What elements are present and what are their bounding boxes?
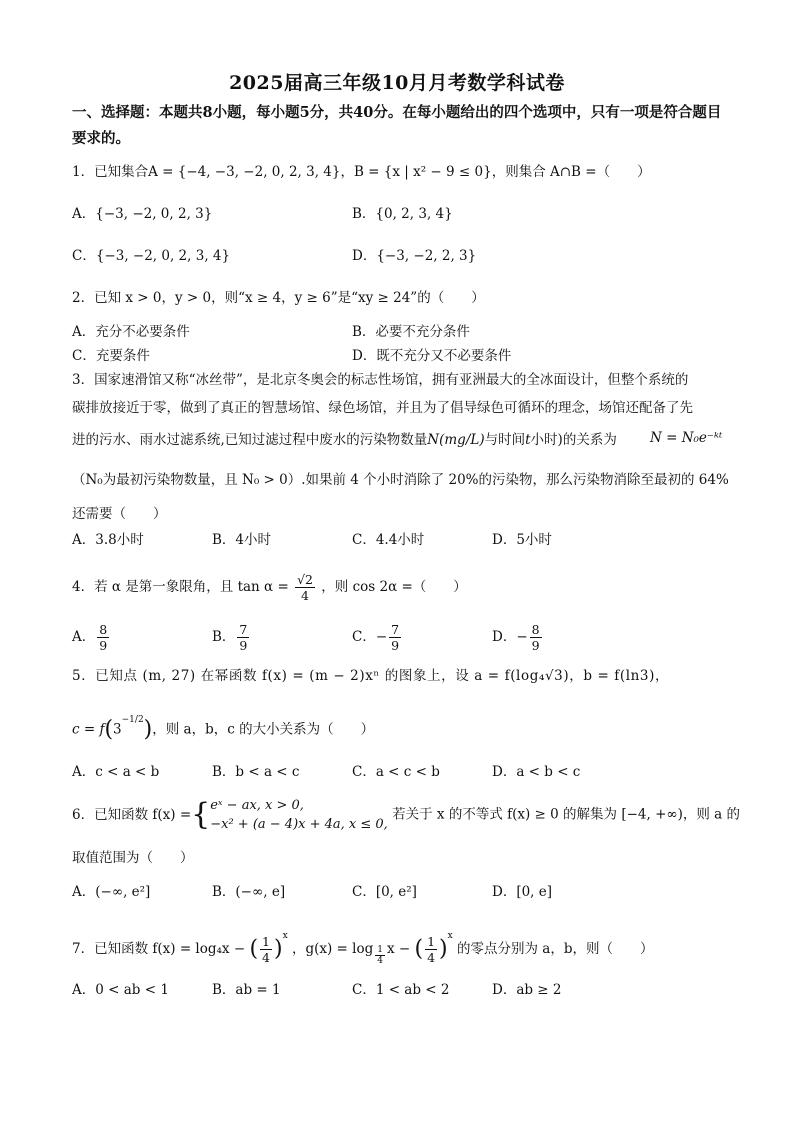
q7-option-b: B．ab = 1 bbox=[212, 982, 281, 998]
question-1-stem bbox=[72, 162, 651, 182]
q3-line-3e: 小时)的关系为 bbox=[530, 432, 617, 448]
q3-line-5: 还需要（ ） bbox=[72, 506, 167, 522]
q7-frac-1 bbox=[260, 934, 272, 965]
q3-line-3 bbox=[72, 430, 617, 450]
q4-d-num: 8 bbox=[531, 622, 540, 637]
q4-frac-den: 4 bbox=[301, 588, 309, 603]
q4-a-num: 8 bbox=[99, 622, 108, 637]
q7-paren-1-open: ( bbox=[249, 936, 259, 962]
q4-tan-fraction bbox=[295, 572, 315, 603]
q6-cases bbox=[210, 796, 388, 834]
q5-exponent: −1/2 bbox=[121, 715, 144, 725]
q7-frac-2-num: 1 bbox=[427, 934, 436, 949]
q7-log-base-den: 4 bbox=[377, 956, 383, 966]
q4-frac-num: √2 bbox=[297, 572, 313, 587]
q7-frac-2-den: 4 bbox=[427, 950, 436, 965]
q4-option-a bbox=[72, 622, 111, 653]
q7-option-d: D．ab ≥ 2 bbox=[492, 982, 562, 998]
q1-stem-a: 1．已知集合 bbox=[72, 164, 149, 180]
q6-option-b: B．(−∞, e] bbox=[212, 884, 286, 900]
q1-comma: ， bbox=[340, 164, 354, 180]
q4-c-num: 7 bbox=[391, 622, 400, 637]
q7-exp-2: x bbox=[447, 930, 453, 941]
q3-option-c: C．4.4小时 bbox=[352, 532, 425, 548]
q5-option-c: C．a < c < b bbox=[352, 764, 440, 780]
q1-option-b: B．{0, 2, 3, 4} bbox=[352, 206, 453, 222]
q6-line-2: 取值范围为（ ） bbox=[72, 850, 194, 866]
q5-paren-open: ( bbox=[104, 717, 114, 742]
q5-option-a: A．c < a < b bbox=[72, 764, 160, 780]
q6-stem-b: 若关于 x 的不等式 f(x) ≥ 0 的解集为 [−4, +∞)，则 a 的 bbox=[392, 806, 741, 823]
q1-set-a: A = {−4, −3, −2, 0, 2, 3, 4} bbox=[148, 164, 341, 180]
q4-a-frac bbox=[97, 622, 109, 653]
q7-paren-2-close: ) bbox=[439, 936, 448, 962]
q4-b-frac bbox=[237, 622, 249, 653]
q4-stem-b: ，则 cos 2α =（ ） bbox=[321, 579, 467, 595]
q4-d-frac bbox=[530, 622, 542, 653]
q3-line-3c: 与时间 bbox=[484, 432, 526, 448]
q4-c-label: C．− bbox=[352, 629, 388, 645]
q7-frac-1-den: 4 bbox=[262, 950, 270, 965]
q3-formula bbox=[650, 428, 722, 448]
q7-stem-d: 的零点分别为 a，b，则（ ） bbox=[457, 941, 654, 957]
q5-line-2c: ，则 a，b，c 的大小关系为（ ） bbox=[152, 721, 375, 738]
q5-paren-close: ) bbox=[143, 717, 153, 742]
q4-option-c bbox=[352, 622, 403, 653]
q2-option-b: B．必要不充分条件 bbox=[352, 324, 470, 340]
q7-paren-2-open: ( bbox=[414, 936, 424, 962]
q3-t-var: t bbox=[525, 432, 531, 448]
q3-line-1: 3．国家速滑馆又称“冰丝带”，是北京冬奥会的标志性场馆，拥有亚洲最大的全冰面设计，但整个系统的 bbox=[72, 372, 689, 388]
q6-option-a: A．(−∞, e²] bbox=[72, 884, 151, 900]
q4-d-label: D．− bbox=[492, 629, 528, 645]
q1-stem-b: ，则集合 A∩B =（ ） bbox=[491, 164, 651, 180]
q1-option-a: A．{−3, −2, 0, 2, 3} bbox=[72, 206, 213, 222]
q2-option-a: A．充分不必要条件 bbox=[72, 324, 190, 340]
q7-frac-1-num: 1 bbox=[262, 934, 270, 949]
q6-case-2: −x² + (a − 4)x + 4a, x ≤ 0, bbox=[210, 817, 388, 832]
q5-base: 3 bbox=[113, 721, 122, 738]
section-heading: 一、选择题：本题共8小题，每小题5分，共40分。在每小题给出的四个选项中，只有一项是符合题目要求的。 bbox=[72, 104, 722, 147]
q4-stem-a: 4．若 α 是第一象限角，且 tan α = bbox=[72, 579, 289, 595]
q4-a-den: 9 bbox=[99, 638, 108, 653]
question-6-stem bbox=[72, 796, 740, 834]
q6-brace: { bbox=[191, 797, 211, 832]
q3-line-3a: 进的污水、雨水过滤系统,已知过滤过程中废水的污染物数量 bbox=[72, 432, 428, 448]
q4-c-frac bbox=[389, 622, 401, 653]
q1-option-d: D．{−3, −2, 2, 3} bbox=[352, 248, 477, 264]
q4-b-num: 7 bbox=[239, 622, 248, 637]
q4-c-den: 9 bbox=[391, 638, 400, 653]
q5-option-b: B．b < a < c bbox=[212, 764, 300, 780]
q6-case-1: eˣ − ax, x > 0, bbox=[210, 798, 304, 813]
q6-piecewise bbox=[72, 796, 388, 834]
q2-option-d: D．既不充分又不必要条件 bbox=[352, 348, 512, 364]
q5-line-1: 5．已知点 (m, 27) 在幂函数 f(x) = (m − 2)xⁿ 的图象上，设 a = f(log₄√3)，b = f(ln3)， bbox=[72, 668, 670, 684]
q6-option-d: D．[0, e] bbox=[492, 884, 553, 900]
q6-stem-a: 6．已知函数 f(x) = bbox=[72, 807, 192, 823]
q7-option-c: C．1 < ab < 2 bbox=[352, 982, 450, 998]
q3-n-unit: N(mg/L) bbox=[427, 432, 485, 448]
q5-line-2 bbox=[72, 716, 374, 740]
q3-option-a: A．3.8小时 bbox=[72, 532, 144, 548]
q2-option-c: C．充要条件 bbox=[72, 348, 150, 364]
q7-stem-b: ，g(x) = log bbox=[291, 941, 374, 957]
q4-d-den: 9 bbox=[531, 638, 540, 653]
q3-option-b: B．4小时 bbox=[212, 532, 272, 548]
q1-option-c: C．{−3, −2, 0, 2, 3, 4} bbox=[72, 248, 231, 264]
q4-b-label: B． bbox=[212, 629, 236, 645]
question-2-stem: 2．已知 x > 0，y > 0，则“x ≥ 4，y ≥ 6”是“xy ≥ 24”的（ ） bbox=[72, 290, 485, 306]
q4-option-b bbox=[212, 622, 251, 653]
q7-paren-1-close: ) bbox=[273, 936, 283, 962]
q7-log-base bbox=[375, 945, 385, 966]
q7-exp-1: x bbox=[282, 930, 288, 941]
q5-c-eq: c = f bbox=[72, 721, 105, 738]
question-7-stem bbox=[72, 930, 654, 966]
q4-a-label: A． bbox=[72, 629, 96, 645]
question-4-stem bbox=[72, 572, 467, 603]
q4-b-den: 9 bbox=[239, 638, 248, 653]
q7-log-base-num: 1 bbox=[377, 945, 383, 955]
q5-option-d: D．a < b < c bbox=[492, 764, 581, 780]
q3-formula-text: N = N₀e⁻ᵏᵗ bbox=[650, 430, 723, 446]
q7-stem-a: 7．已知函数 f(x) = log₄x − bbox=[72, 941, 246, 957]
q7-option-a: A．0 < ab < 1 bbox=[72, 982, 169, 998]
q3-option-d: D．5小时 bbox=[492, 532, 552, 548]
q1-set-b: B = {x | x² − 9 ≤ 0} bbox=[353, 164, 492, 180]
q3-line-2: 碳排放接近于零，做到了真正的智慧场馆、绿色场馆，并且为了倡导绿色可循环的理念，场馆还配备了先 bbox=[72, 400, 693, 416]
q7-stem-c: x − bbox=[386, 941, 411, 957]
q4-option-d bbox=[492, 622, 544, 653]
q3-line-4: （N₀为最初污染物数量，且 N₀ > 0）.如果前 4 个小时消除了 20%的污染物，那么污染物消除至最初的 64% bbox=[72, 472, 729, 488]
q7-frac-2 bbox=[425, 934, 437, 965]
page-title: 2025届高三年级10月月考数学科试卷 bbox=[229, 72, 565, 94]
q6-option-c: C．[0, e²] bbox=[352, 884, 417, 900]
